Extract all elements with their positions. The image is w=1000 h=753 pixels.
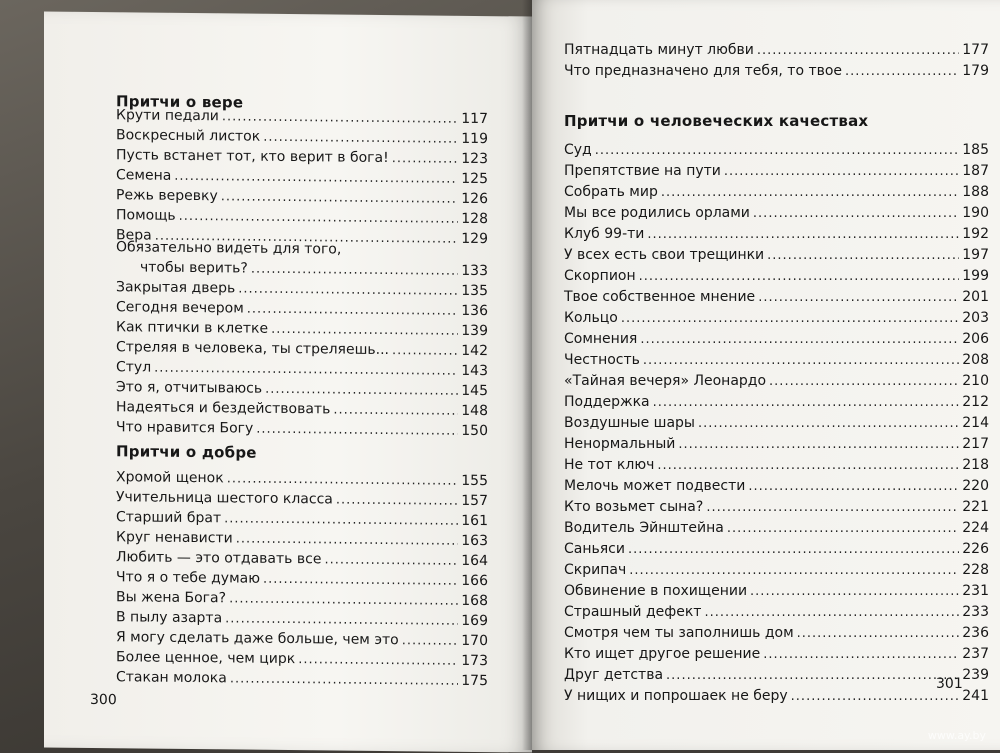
dot-leader bbox=[640, 330, 959, 350]
dot-leader bbox=[750, 582, 959, 602]
entry-title: Закрытая дверь bbox=[116, 279, 236, 297]
entry-page: 190 bbox=[962, 205, 989, 221]
dot-leader bbox=[621, 309, 959, 329]
entry-title: Кольцо bbox=[564, 310, 618, 326]
entry-title: Скрипач bbox=[564, 562, 627, 578]
entry-page: 166 bbox=[461, 572, 488, 590]
entry-page: 212 bbox=[962, 394, 989, 410]
entry-page: 139 bbox=[461, 322, 488, 340]
dot-leader bbox=[678, 435, 959, 455]
entry-page: 148 bbox=[461, 402, 488, 420]
entry-page: 129 bbox=[461, 230, 488, 248]
entry-title: Пятнадцать минут любви bbox=[564, 42, 754, 58]
dot-leader bbox=[757, 41, 959, 61]
entry-title: Ненормальный bbox=[564, 436, 676, 452]
entry-page: 197 bbox=[962, 247, 989, 263]
toc-entry bbox=[564, 455, 989, 475]
entry-title: Помощь bbox=[116, 207, 176, 224]
entry-page: 185 bbox=[962, 142, 989, 158]
entry-title: Друг детства bbox=[564, 667, 664, 683]
dot-leader bbox=[333, 400, 458, 421]
dot-leader bbox=[748, 477, 959, 497]
entry-page: 228 bbox=[962, 562, 989, 578]
entry-page: 143 bbox=[461, 362, 488, 380]
entry-page: 173 bbox=[461, 652, 488, 670]
dot-leader bbox=[724, 162, 959, 182]
entry-page: 164 bbox=[461, 552, 488, 570]
entry-page: 208 bbox=[962, 352, 989, 368]
dot-leader bbox=[629, 561, 959, 581]
section-title: Притчи о добре bbox=[116, 442, 257, 462]
dot-leader bbox=[661, 183, 959, 203]
entry-title: Стреляя в человека, ты стреляешь... bbox=[116, 339, 389, 359]
dot-leader bbox=[845, 62, 959, 82]
dot-leader bbox=[769, 372, 959, 392]
entry-page: 136 bbox=[461, 302, 488, 320]
toc-entry bbox=[564, 686, 989, 706]
toc-entry bbox=[564, 476, 989, 496]
entry-title: Препятствие на пути bbox=[564, 163, 721, 179]
dot-leader bbox=[657, 456, 959, 476]
entry-page: 168 bbox=[461, 592, 488, 610]
entry-title: Стакан молока bbox=[116, 669, 227, 687]
entry-title: Воскресный листок bbox=[116, 127, 261, 145]
entry-page: 161 bbox=[461, 512, 488, 530]
entry-title: Более ценное, чем цирк bbox=[116, 649, 296, 668]
entry-title: Клуб 99-ти bbox=[564, 226, 645, 242]
dot-leader bbox=[791, 687, 960, 707]
toc-entry bbox=[564, 560, 989, 580]
entry-page: 239 bbox=[962, 667, 989, 683]
entry-page: 237 bbox=[962, 646, 989, 662]
entry-title: Что предназначено для тебя, то твое bbox=[564, 63, 843, 79]
entry-page: 226 bbox=[962, 541, 989, 557]
entry-page: 217 bbox=[962, 436, 989, 452]
entry-page: 236 bbox=[962, 625, 989, 641]
entry-title: Режь веревку bbox=[116, 187, 218, 205]
toc-entry bbox=[564, 518, 989, 538]
dot-leader bbox=[704, 603, 959, 623]
dot-leader bbox=[653, 393, 960, 413]
toc-entry bbox=[116, 417, 488, 441]
entry-page: 179 bbox=[962, 63, 989, 79]
entry-title-continuation: чтобы верить? bbox=[140, 259, 248, 277]
entry-title: Старший брат bbox=[116, 509, 222, 527]
entry-title: Пусть встанет тот, кто верит в бога! bbox=[116, 147, 389, 167]
dot-leader bbox=[758, 288, 959, 308]
entry-page: 163 bbox=[461, 532, 488, 550]
toc-entry bbox=[564, 182, 989, 202]
entry-title: Саньяси bbox=[564, 541, 625, 557]
dot-leader bbox=[753, 204, 959, 224]
dot-leader bbox=[767, 246, 959, 266]
entry-title: Надеяться и бездействовать bbox=[116, 399, 331, 418]
entry-title: Страшный дефект bbox=[564, 604, 702, 620]
toc-entry bbox=[564, 245, 989, 265]
entry-page: 218 bbox=[962, 457, 989, 473]
entry-title: Стул bbox=[116, 359, 152, 376]
dot-leader bbox=[392, 149, 459, 170]
entry-page: 188 bbox=[962, 184, 989, 200]
watermark: www.ay.by bbox=[927, 729, 986, 742]
entry-page: 145 bbox=[461, 382, 488, 400]
entry-page: 123 bbox=[461, 150, 488, 168]
entry-title: Поддержка bbox=[564, 394, 650, 410]
entry-page: 241 bbox=[962, 688, 989, 704]
entry-page: 201 bbox=[962, 289, 989, 305]
entry-page: 128 bbox=[461, 210, 488, 228]
toc-entry bbox=[564, 644, 989, 664]
toc-entry bbox=[564, 539, 989, 559]
toc-entry bbox=[564, 40, 989, 60]
entry-page: 119 bbox=[461, 130, 488, 148]
entry-title: Это я, отчитываюсь bbox=[116, 379, 263, 397]
toc-entry bbox=[564, 266, 989, 286]
entry-title: Собрать мир bbox=[564, 184, 658, 200]
entry-title: В пылу азарта bbox=[116, 609, 223, 627]
dot-leader bbox=[666, 666, 959, 686]
entry-title: Обязательно видеть для того, bbox=[116, 239, 342, 258]
dot-leader bbox=[628, 540, 959, 560]
entry-title: Кто возьмет сына? bbox=[564, 499, 704, 515]
entry-title: Скорпион bbox=[564, 268, 636, 284]
page-number: 300 bbox=[90, 691, 117, 709]
entry-title: Сомнения bbox=[564, 331, 638, 347]
toc-entry bbox=[564, 392, 989, 412]
entry-page: 224 bbox=[962, 520, 989, 536]
toc-entry bbox=[564, 287, 989, 307]
entry-page: 126 bbox=[461, 190, 488, 208]
entry-title: Семена bbox=[116, 167, 172, 184]
entry-page: 135 bbox=[461, 282, 488, 300]
entry-title: Мелочь может подвести bbox=[564, 478, 746, 494]
entry-page: 175 bbox=[461, 672, 488, 690]
entry-title: Крути педали bbox=[116, 107, 219, 125]
entry-page: 203 bbox=[962, 310, 989, 326]
entry-title: Воздушные шары bbox=[564, 415, 695, 431]
entry-page: 155 bbox=[461, 472, 488, 490]
entry-title: Как птички в клетке bbox=[116, 319, 269, 337]
entry-page: 192 bbox=[962, 226, 989, 242]
entry-title: Честность bbox=[564, 352, 640, 368]
toc-entry bbox=[564, 665, 989, 685]
entry-page: 187 bbox=[962, 163, 989, 179]
entry-title: Что нравится Богу bbox=[116, 419, 254, 437]
entry-page: 150 bbox=[461, 422, 488, 440]
page-number: 301 bbox=[936, 676, 963, 692]
dot-leader bbox=[230, 669, 458, 691]
entry-page: 233 bbox=[962, 604, 989, 620]
toc-entry bbox=[564, 434, 989, 454]
entry-page: 169 bbox=[461, 612, 488, 630]
entry-title: «Тайная вечеря» Леонардо bbox=[564, 373, 767, 389]
entry-title: Я могу сделать даже больше, чем это bbox=[116, 629, 399, 649]
dot-leader bbox=[698, 414, 959, 434]
toc-entry bbox=[564, 497, 989, 517]
entry-title: Кто ищет другое решение bbox=[564, 646, 761, 662]
entry-title: Водитель Эйнштейна bbox=[564, 520, 724, 536]
dot-leader bbox=[392, 341, 458, 362]
entry-page: 221 bbox=[962, 499, 989, 515]
entry-title: Обвинение в похищении bbox=[564, 583, 748, 599]
entry-title: Учительница шестого класса bbox=[116, 489, 333, 508]
toc-entry bbox=[564, 161, 989, 181]
entry-title: Что я о тебе думаю bbox=[116, 569, 261, 587]
toc-entry bbox=[564, 413, 989, 433]
dot-leader bbox=[647, 225, 959, 245]
dot-leader bbox=[256, 420, 458, 442]
section-title: Притчи о человеческих качествах bbox=[564, 112, 869, 130]
toc-entry bbox=[564, 350, 989, 370]
dot-leader bbox=[706, 498, 959, 518]
toc-entry bbox=[564, 371, 989, 391]
entry-page: 177 bbox=[962, 42, 989, 58]
section-title: Притчи о вере bbox=[116, 92, 244, 112]
entry-title: Мы все родились орлами bbox=[564, 205, 750, 221]
entry-page: 220 bbox=[962, 478, 989, 494]
entry-page: 133 bbox=[461, 262, 488, 280]
dot-leader bbox=[639, 267, 960, 287]
dot-leader bbox=[797, 624, 960, 644]
toc-entry bbox=[564, 224, 989, 244]
toc-entry bbox=[564, 329, 989, 349]
entry-page: 206 bbox=[962, 331, 989, 347]
entry-title: Вера bbox=[116, 227, 152, 244]
dot-leader bbox=[324, 550, 458, 571]
right-page bbox=[532, 0, 1000, 750]
toc-entry bbox=[564, 308, 989, 328]
entry-page: 231 bbox=[962, 583, 989, 599]
entry-page: 214 bbox=[962, 415, 989, 431]
left-page bbox=[44, 11, 532, 752]
dot-leader bbox=[402, 631, 459, 652]
entry-title: Твое собственное мнение bbox=[564, 289, 756, 305]
dot-leader bbox=[336, 491, 458, 512]
toc-entry bbox=[564, 602, 989, 622]
toc-entry bbox=[564, 581, 989, 601]
entry-title: Смотря чем ты заполнишь дом bbox=[564, 625, 794, 641]
dot-leader bbox=[763, 645, 959, 665]
toc-entry bbox=[564, 623, 989, 643]
toc-entry bbox=[564, 140, 989, 160]
entry-title: У нищих и попрошаек не беру bbox=[564, 688, 788, 704]
entry-page: 142 bbox=[461, 342, 488, 360]
dot-leader bbox=[643, 351, 959, 371]
entry-title: Суд bbox=[564, 142, 592, 158]
toc-entry bbox=[564, 203, 989, 223]
entry-title: Хромой щенок bbox=[116, 469, 224, 487]
toc-entry bbox=[116, 667, 488, 691]
entry-page: 199 bbox=[962, 268, 989, 284]
dot-leader bbox=[727, 519, 959, 539]
entry-title: У всех есть свои трещинки bbox=[564, 247, 765, 263]
dot-leader bbox=[595, 141, 960, 161]
entry-title: Любить — это отдавать все bbox=[116, 549, 322, 568]
entry-page: 170 bbox=[461, 632, 488, 650]
toc-entry bbox=[564, 61, 989, 81]
entry-title: Сегодня вечером bbox=[116, 299, 244, 317]
entry-title: Круг ненависти bbox=[116, 529, 233, 547]
entry-page: 125 bbox=[461, 170, 488, 188]
entry-title: Не тот ключ bbox=[564, 457, 655, 473]
entry-page: 210 bbox=[962, 373, 989, 389]
entry-title: Вы жена Бога? bbox=[116, 589, 227, 607]
entry-page: 117 bbox=[461, 110, 488, 128]
entry-page: 157 bbox=[461, 492, 488, 510]
